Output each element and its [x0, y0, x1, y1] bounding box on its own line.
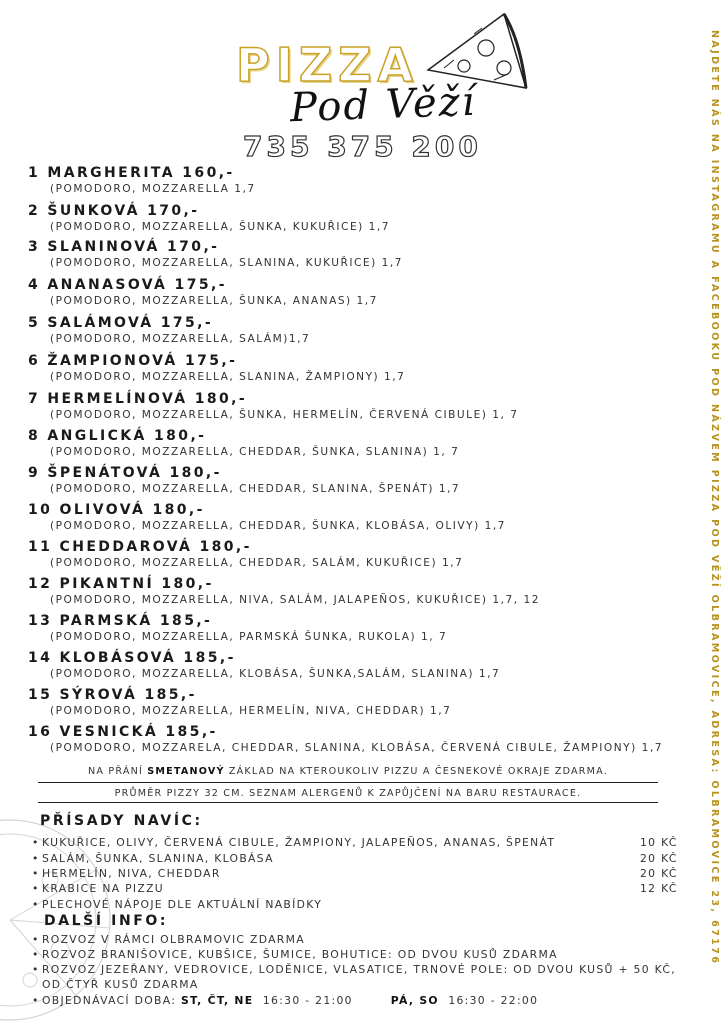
menu-item-desc: (POMODORO, MOZZARELLA, SLANINA, ŽAMPIONY) 1,7: [50, 371, 406, 383]
extras-row: • HERMELÍN, NIVA, CHEDDAR 20 KČ: [32, 867, 678, 880]
note-cream-base: NA PŘÁNÍ SMETANOVÝ ZÁKLAD NA KTEROUKOLIV PIZZU A ČESNEKOVÉ OKRAJE ZDARMA.: [88, 766, 608, 777]
menu-item-title: 4 ANANASOVÁ 175,-: [28, 277, 227, 293]
info-row: • ROZVOZ BRANIŠOVICE, KUBŠICE, ŠUMICE, BOHUTICE: OD DVOU KUSŮ ZDARMA: [32, 948, 558, 961]
divider: [38, 782, 658, 783]
header: [0, 0, 724, 165]
info-row: OD ČTYŘ KUSŮ ZDARMA: [42, 978, 199, 991]
extras-row: • KUKUŘICE, OLIVY, ČERVENÁ CIBULE, ŽAMPIONY, JALAPEÑOS, ANANAS, ŠPENÁT 10 KČ: [32, 836, 678, 849]
info-row: • ROZVOZ JEZEŘANY, VEDROVICE, LODĚNICE, VLASATICE, TRNOVÉ POLE: OD DVOU KUSŮ + 50 KČ,: [32, 963, 676, 976]
menu-item-desc: (POMODORO, MOZZARELLA 1,7: [50, 183, 256, 195]
menu-item-desc: (POMODORO, MOZZARELLA, SLANINA, KUKUŘICE) 1,7: [50, 257, 403, 269]
phone-number: 735 375 200: [243, 130, 482, 163]
menu-item-desc: (POMODORO, MOZZARELLA, CHEDDAR, ŠUNKA, SLANINA) 1, 7: [50, 446, 460, 458]
menu-item-title: 8 ANGLICKÁ 180,-: [28, 428, 207, 444]
extras-row: • KRABICE NA PIZZU 12 KČ: [32, 882, 678, 895]
logo-subtitle: Pod Věží: [289, 78, 478, 132]
side-text-label: NAJDETE NÁS NA INSTAGRAMU A FACEBOOKU POD NÁZVEM PIZZA POD VĚŽÍ OLBRAMOVICE, ADRESA: OLBRAMOVICE 23, 67176: [709, 30, 720, 966]
menu-item-desc: (POMODORO, MOZZARELLA, ŠUNKA, HERMELÍN, ČERVENÁ CIBULE) 1, 7: [50, 409, 519, 421]
menu-item-desc: (POMODORO, MOZZARELLA, PARMSKÁ ŠUNKA, RUKOLA) 1, 7: [50, 631, 448, 643]
menu-item-desc: (POMODORO, MOZZARELLA, ŠUNKA, KUKUŘICE) 1,7: [50, 221, 390, 233]
note-size-allergens: PRŮMĚR PIZZY 32 CM. SEZNAM ALERGENŮ K ZAPŮJČENÍ NA BARU RESTAURACE.: [114, 788, 582, 799]
extras-row: • PLECHOVÉ NÁPOJE DLE AKTUÁLNÍ NABÍDKY: [32, 898, 323, 911]
menu-item-desc: (POMODORO, MOZZARELLA, HERMELÍN, NIVA, CHEDDAR) 1,7: [50, 705, 452, 717]
menu-item-desc: (POMODORO, MOZZARELA, CHEDDAR, SLANINA, KLOBÁSA, ČERVENÁ CIBULE, ŽAMPIONY) 1,7: [50, 742, 663, 754]
side-text: [700, 30, 720, 966]
menu-item-desc: (POMODORO, MOZZARELLA, CHEDDAR, ŠUNKA, KLOBÁSA, OLIVY) 1,7: [50, 520, 506, 532]
extras-row: • SALÁM, ŠUNKA, SLANINA, KLOBÁSA 20 KČ: [32, 852, 678, 865]
menu-item-title: 6 ŽAMPIONOVÁ 175,-: [28, 353, 238, 369]
menu-item-desc: (POMODORO, MOZZARELLA, CHEDDAR, SLANINA, ŠPENÁT) 1,7: [50, 483, 461, 495]
menu-item-title: 1 MARGHERITA 160,-: [28, 165, 235, 181]
menu-item-title: 13 PARMSKÁ 185,-: [28, 613, 213, 629]
menu-item-title: 3 SLANINOVÁ 170,-: [28, 239, 220, 255]
menu-item-desc: (POMODORO, MOZZARELLA, KLOBÁSA, ŠUNKA,SALÁM, SLANINA) 1,7: [50, 668, 501, 680]
menu-item-title: 10 OLIVOVÁ 180,-: [28, 502, 205, 518]
menu-item-title: 5 SALÁMOVÁ 175,-: [28, 315, 214, 331]
extras-title: PŘÍSADY NAVÍC:: [40, 813, 203, 829]
menu-item-desc: (POMODORO, MOZZARELLA, NIVA, SALÁM, JALAPEÑOS, KUKUŘICE) 1,7, 12: [50, 594, 540, 606]
menu-item-title: 12 PIKANTNÍ 180,-: [28, 576, 214, 592]
menu-item-desc: (POMODORO, MOZZARELLA, SALÁM)1,7: [50, 333, 311, 345]
logo-word: PIZZA: [236, 38, 420, 92]
menu-item-title: 7 HERMELÍNOVÁ 180,-: [28, 391, 248, 407]
menu-item-title: 16 VESNICKÁ 185,-: [28, 724, 218, 740]
menu-item-title: 15 SÝROVÁ 185,-: [28, 687, 197, 703]
menu-item-desc: (POMODORO, MOZZARELLA, CHEDDAR, SALÁM, KUKUŘICE) 1,7: [50, 557, 464, 569]
menu-item-desc: (POMODORO, MOZZARELLA, ŠUNKA, ANANAS) 1,7: [50, 295, 378, 307]
divider: [38, 802, 658, 803]
menu-item-title: 9 ŠPENÁTOVÁ 180,-: [28, 465, 222, 481]
menu-item-title: 11 CHEDDAROVÁ 180,-: [28, 539, 252, 555]
menu-item-title: 14 KLOBÁSOVÁ 185,-: [28, 650, 236, 666]
menu-item-title: 2 ŠUNKOVÁ 170,-: [28, 203, 200, 219]
order-hours: • OBJEDNÁVACÍ DOBA: ST, ČT, NE 16:30 - 21:00 PÁ, SO 16:30 - 22:00: [32, 994, 539, 1007]
info-title: DALŠÍ INFO:: [44, 913, 169, 929]
info-row: • ROZVOZ V RÁMCI OLBRAMOVIC ZDARMA: [32, 933, 305, 946]
